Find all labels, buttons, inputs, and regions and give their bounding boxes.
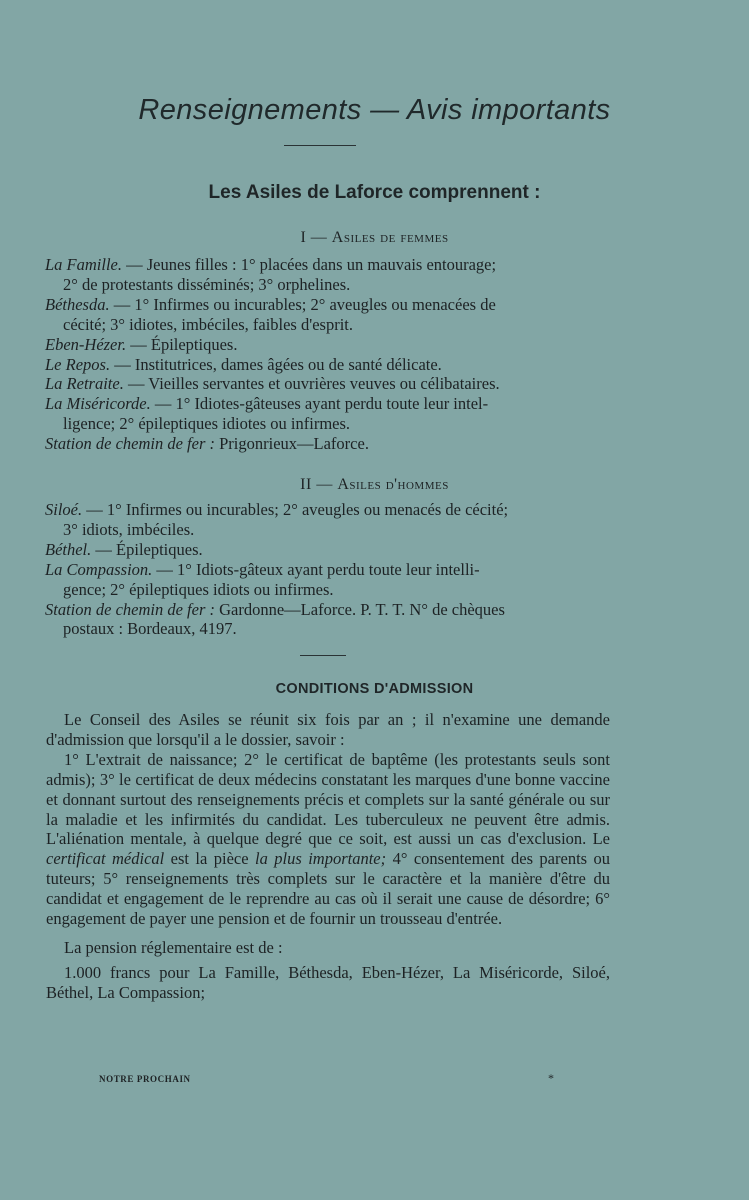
list-item (45, 295, 610, 335)
footer-mark: * (548, 1071, 554, 1085)
entry-text: — 1° Infirmes ou incurables; 2° aveugles ou menacées de (109, 294, 496, 314)
list-item (45, 355, 610, 375)
entry-text: Prigonrieux—Laforce. (215, 434, 369, 454)
entry-text: — Vieilles servantes et ouvrières veuves ou célibataires. (123, 374, 500, 394)
footer-catchword: NOTRE PROCHAIN (99, 1074, 191, 1084)
entry-text: — Jeunes filles : 1° placées dans un mauvais entourage; (122, 255, 497, 274)
conditions-paragraph-3: La pension réglementaire est de : (64, 937, 283, 957)
entry-name: Béthesda. (45, 294, 110, 314)
conditions-text (46, 710, 610, 1003)
entry-name: Siloé. (45, 500, 83, 519)
entry-name: Le Repos. (45, 354, 111, 374)
entry-text: — Épileptiques. (91, 539, 203, 559)
entry-text: — 1° Infirmes ou incurables; 2° aveugles ou menacés de cécité; (82, 500, 509, 519)
entry-continuation: cécité; 3° idiotes, imbéciles, faibles d'esprit. (63, 314, 353, 334)
asiles-heading: Les Asiles de Laforce comprennent : (208, 182, 541, 203)
list-item (45, 335, 610, 355)
list-item (45, 540, 610, 560)
entry-name: La Retraite. (45, 374, 124, 394)
entry-text: — 1° Idiotes-gâteuses ayant perdu toute leur intel- (150, 394, 489, 414)
entry-continuation: gence; 2° épileptiques idiots ou infirmes. (63, 579, 334, 599)
list-item (45, 374, 610, 394)
page-title: Renseignements — Avis importants (138, 94, 611, 126)
entry-continuation: ligence; 2° épileptiques idiotes ou infirmes. (63, 414, 351, 434)
entry-name: La Famille. (45, 255, 122, 274)
title-rule (284, 145, 356, 146)
entry-continuation: postaux : Bordeaux, 4197. (63, 619, 237, 639)
entry-name: Eben-Hézer. (45, 334, 127, 354)
entry-name: La Compassion. (45, 559, 153, 579)
section-divider (300, 655, 346, 656)
entry-text: — Institutrices, dames âgées ou de santé délicate. (110, 354, 442, 374)
entry-name: Station de chemin de fer : (45, 599, 215, 619)
section-femmes-number: I — (300, 229, 328, 246)
conditions-paragraph-4: 1.000 francs pour La Famille, Béthesda, Eben-Hézer, La Miséricorde, Siloé, Béthel, La Compassion; (46, 962, 610, 1002)
section-hommes-number: II — (300, 476, 333, 493)
conditions-paragraph-2: 1° L'extrait de naissance; 2° le certificat de baptême (les protestants seuls sont admis); 3° le certificat de deux médecins constatant les marques d'une bonne vaccine et donnant surtout des renseignements précis et complets sur la santé générale ou sur la maladie et les infirmités du candidat. Les tuberculeux ne peuvent être admis. L'aliénation mentale, à quelque degré que ce soit, est aussi un cas d'exclusion. Le certificat médical est la pièce la plus importante; 4° consentement des parents ou tuteurs; 5° renseignements très complets sur le caractère et la manière d'être du candidat et engagement de le reprendre au cas où il serait une cause de désordre; 6° engagement de payer une pension et de fournir un trousseau d'entrée. (46, 749, 611, 929)
entry-text: Gardonne—Laforce. P. T. T. N° de chèques (215, 599, 505, 619)
section-femmes-heading (0, 229, 749, 247)
entry-text: — 1° Idiots-gâteux ayant perdu toute leur intelli- (152, 559, 480, 579)
entry-name: La Miséricorde. (45, 394, 151, 414)
entry-name: Station de chemin de fer : (45, 434, 215, 454)
entry-continuation: 2° de protestants disséminés; 3° orphelines. (63, 274, 351, 294)
section-femmes-title: Asiles de femmes (331, 229, 449, 246)
entry-name: Béthel. (45, 539, 92, 559)
section-femmes-list (45, 255, 610, 454)
section-hommes-title: Asiles d'hommes (337, 476, 449, 493)
list-item (45, 394, 610, 434)
list-item (45, 500, 610, 540)
list-item (45, 255, 610, 295)
list-item (45, 560, 610, 600)
conditions-paragraph-1: Le Conseil des Asiles se réunit six fois par an ; il n'examine une demande d'admission que lorsqu'il a le dossier, savoir : (46, 710, 610, 749)
section-hommes-heading (0, 476, 749, 494)
section-hommes-list (45, 500, 610, 639)
conditions-heading: CONDITIONS D'ADMISSION (275, 681, 474, 697)
list-item (45, 434, 610, 454)
entry-text: — Épileptiques. (126, 334, 238, 354)
entry-continuation: 3° idiots, imbéciles. (63, 519, 195, 539)
list-item (45, 600, 610, 640)
